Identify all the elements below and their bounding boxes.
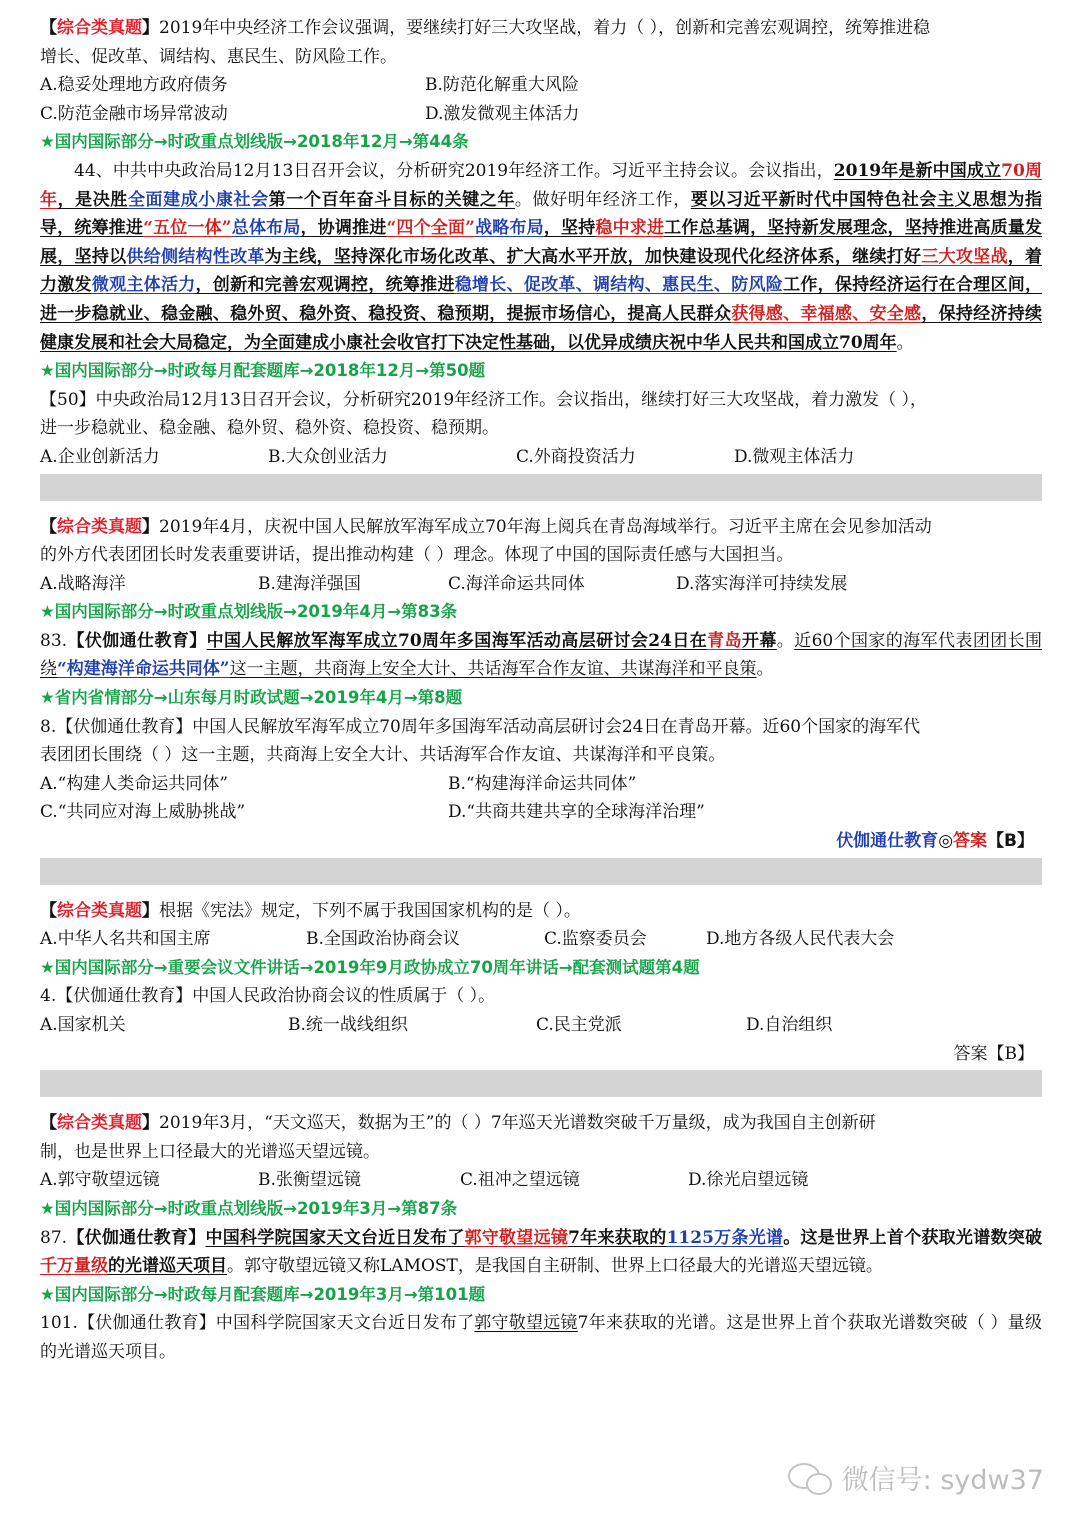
source-reference: ★省内省情部分→山东每月时政试题→2019年4月→第8题 [40, 688, 463, 708]
options-row [40, 443, 1042, 472]
option-c: C.祖冲之望远镜 [460, 1170, 580, 1191]
options-row [40, 1011, 1042, 1040]
section-divider [40, 474, 1042, 501]
section-divider [40, 858, 1042, 885]
option-b: B.防范化解重大风险 [425, 75, 579, 96]
option-c: C.海洋命运共同体 [448, 573, 585, 594]
section-divider [40, 1070, 1042, 1097]
option-c: C.“共同应对海上威胁挑战” [40, 802, 246, 823]
question-stem-cont: 增长、促改革、调结构、惠民生、防风险工作。 [40, 46, 397, 67]
options-row [40, 770, 1042, 799]
options-row [40, 570, 1042, 599]
option-d: D.激发微观主体活力 [425, 103, 580, 124]
question-type-tag: 综合类真题 [57, 1113, 142, 1134]
option-c: C.防范金融市场异常波动 [40, 103, 228, 124]
options-row [40, 925, 1042, 954]
option-a: A.中华人名共和国主席 [40, 929, 211, 950]
option-c: C.监察委员会 [544, 929, 647, 950]
question-stem: 【综合类真题】根据《宪法》规定，下列不属于我国国家机构的是（ ）。 [40, 900, 581, 921]
option-a: A.国家机关 [40, 1015, 126, 1035]
reference-paragraph: 83.【伏伽通仕教育】中国人民解放军海军成立70周年多国海军活动高层研讨会24日在青岛开幕。近60个国家的海军代表团团长围绕“构建海洋命运共同体”这一主题，共商海上安全大计、共话海军合作友谊、共谋海洋和平良策。 [40, 630, 1043, 680]
practice-question: 101.【伏伽通仕教育】中国科学院国家天文台近日发布了郭守敬望远镜7年来获取的光谱。这是世界上首个获取光谱数突破（ ）量级的光谱巡天项目。 [40, 1313, 1043, 1362]
option-d: D.“共商共建共享的全球海洋治理” [448, 802, 705, 823]
option-c: C.民主党派 [536, 1015, 622, 1035]
options-row [40, 798, 1042, 827]
option-d: D.落实海洋可持续发展 [676, 573, 848, 594]
source-reference: ★国内国际部分→时政每月配套题库→2019年3月→第101题 [40, 1284, 486, 1304]
practice-question: 4.【伏伽通仕教育】中国人民政治协商会议的性质属于（ ）。 [40, 986, 496, 1007]
practice-question: 8.【伏伽通仕教育】中国人民解放军海军成立70周年多国海军活动高层研讨会24日在青岛开幕。近60个国家的海军代 [40, 716, 921, 737]
source-reference: ★国内国际部分→时政重点划线版→2019年3月→第87条 [40, 1198, 458, 1218]
question-stem: 【综合类真题】2019年中央经济工作会议强调，要继续打好三大攻坚战，着力（ ），创新和完善宏观调控，统筹推进稳 [40, 18, 931, 38]
option-b: B.大众创业活力 [268, 446, 388, 467]
reference-paragraph: 44、中共中央政治局12月13日召开会议，分析研究2019年经济工作。习近平主持会议。会议指出，2019年是新中国成立70周年，是决胜全面建成小康社会第一个百年奋斗目标的关键之年。做好明年经济工作，要以习近平新时代中国特色社会主义思想为指导，统筹推进“五位一体”总体布局，协调推进“四个全面”战略布局，坚持稳中求进工作总基调，坚持新发展理念，坚持推进高质量发展，坚持以供给侧结构性改革为主线，坚持深化市场化改革、扩大高水平开放，加快建设现代化经济体系，继续打好三大攻坚战，着力激发微观主体活力，创新和完善宏观调控，统筹推进稳增长、促改革、调结构、惠民生、防风险工作，保持经济运行在合理区间，进一步稳就业、稳金融、稳外贸、稳外资、稳投资、稳预期，提振市场信心，提高人民群众获得感、幸福感、安全感，保持经济持续健康发展和社会大局稳定，为全面建成小康社会收官打下决定性基础，以优异成绩庆祝中华人民共和国成立70周年。 [40, 160, 1043, 353]
source-reference: ★国内国际部分→重要会议文件讲话→2019年9月政协成立70周年讲话→配套测试题第4题 [40, 957, 700, 977]
practice-question-cont: 进一步稳就业、稳金融、稳外贸、稳外资、稳投资、稳预期。 [40, 418, 499, 439]
option-b: B.建海洋强国 [258, 573, 361, 594]
wechat-icon [788, 1461, 834, 1495]
options-row [40, 1166, 1042, 1195]
options-row [40, 71, 1042, 100]
source-reference: ★国内国际部分→时政重点划线版→2019年4月→第83条 [40, 602, 458, 622]
option-d: D.自治组织 [746, 1015, 833, 1035]
reference-paragraph: 87.【伏伽通仕教育】中国科学院国家天文台近日发布了郭守敬望远镜7年来获取的1125万条光谱。这是世界上首个获取光谱数突破千万量级的光谱巡天项目。郭守敬望远镜又称LAMOST，是我国自主研制、世界上口径最大的光谱巡天望远镜。 [40, 1227, 1043, 1277]
option-b: B.张衡望远镜 [258, 1170, 361, 1191]
options-row [40, 100, 1042, 129]
option-b: B.统一战线组织 [288, 1015, 408, 1035]
answer-line: 伏伽通仕教育◎答案【B】 [836, 831, 1034, 852]
document-page [40, 14, 1042, 1367]
option-d: D.地方各级人民代表大会 [706, 929, 895, 950]
question-type-tag: 综合类真题 [57, 18, 142, 38]
question-type-tag: 综合类真题 [57, 516, 142, 537]
option-a: A.企业创新活力 [40, 446, 160, 467]
option-b: B.“构建海洋命运共同体” [448, 773, 637, 794]
source-reference: ★国内国际部分→时政重点划线版→2018年12月→第44条 [40, 132, 469, 152]
question-stem: 【综合类真题】2019年4月，庆祝中国人民解放军海军成立70年海上阅兵在青岛海域举行。习近平主席在会见参加活动 [40, 516, 932, 537]
wechat-id: 微信号: sydw37 [841, 1465, 1044, 1496]
option-a: A.战略海洋 [40, 573, 126, 594]
practice-question: 【50】中央政治局12月13日召开会议，分析研究2019年经济工作。会议指出，继续打好三大攻坚战，着力激发（ ）， [40, 389, 928, 410]
option-a: A.郭守敬望远镜 [40, 1170, 160, 1191]
answer-line: 答案【B】 [953, 1043, 1034, 1064]
question-type-tag: 综合类真题 [57, 900, 142, 921]
question-stem-cont: 的外方代表团团长时发表重要讲话，提出推动构建（ ）理念。体现了中国的国际责任感与大国担当。 [40, 545, 794, 566]
question-stem: 【综合类真题】2019年3月，“天文巡天，数据为王”的（ ）7年巡天光谱数突破千万量级，成为我国自主创新研 [40, 1113, 876, 1134]
option-d: D.徐光启望远镜 [688, 1170, 809, 1191]
option-b: B.全国政治协商会议 [306, 929, 460, 950]
question-stem-cont: 制，也是世界上口径最大的光谱巡天望远镜。 [40, 1141, 380, 1162]
option-d: D.微观主体活力 [734, 446, 855, 467]
source-reference: ★国内国际部分→时政每月配套题库→2018年12月→第50题 [40, 361, 486, 381]
option-a: A.稳妥处理地方政府债务 [40, 75, 228, 96]
practice-question-cont: 表团团长围绕（ ）这一主题，共商海上安全大计、共话海军合作友谊、共谋海洋和平良策。 [40, 745, 726, 766]
wechat-watermark [788, 1458, 1044, 1497]
option-a: A.“构建人类命运共同体” [40, 773, 229, 794]
option-c: C.外商投资活力 [516, 446, 636, 467]
